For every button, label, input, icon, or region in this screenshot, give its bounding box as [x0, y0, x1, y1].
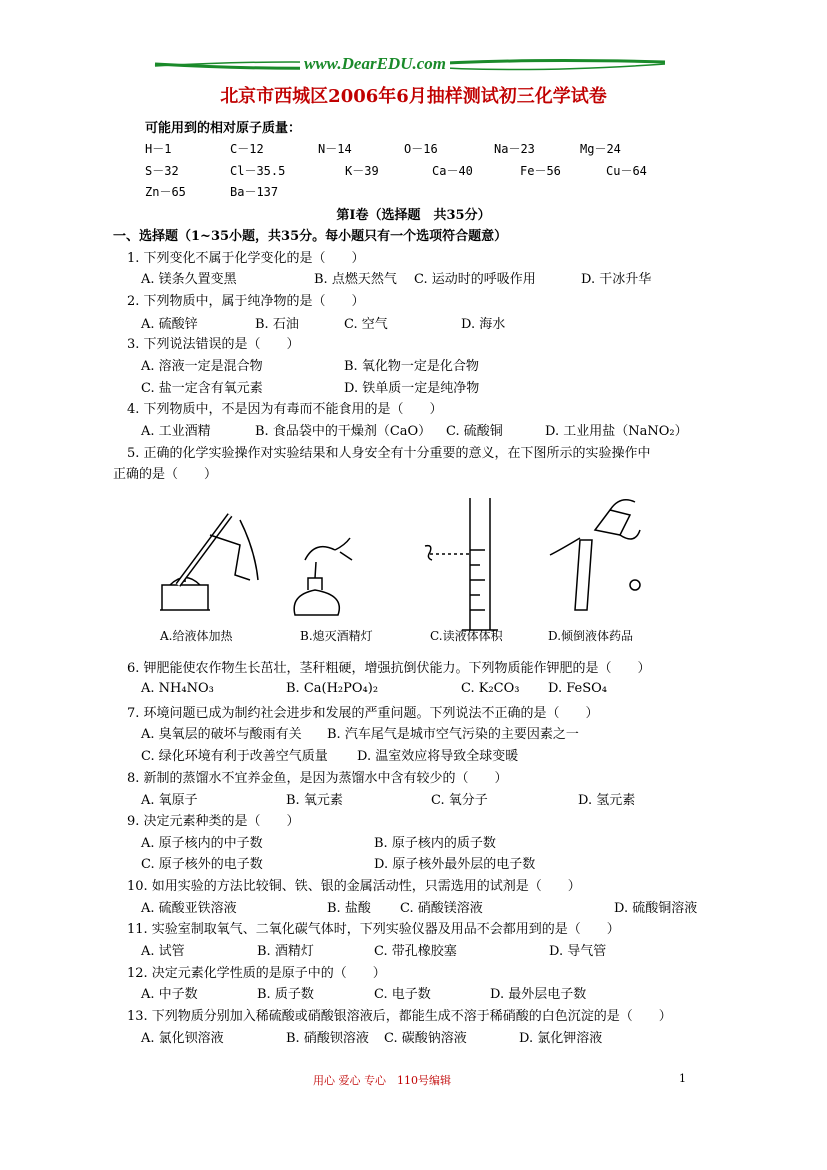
mass-item: K－39 [345, 164, 379, 178]
figure-caption-b: B.熄灭酒精灯 [300, 629, 373, 643]
question-stem: 3. 下列说法错误的是（ ） [127, 337, 300, 352]
option: B. 酒精灯 [257, 944, 314, 959]
option: C. 硝酸镁溶液 [400, 901, 483, 916]
option: B. 石油 [255, 317, 299, 332]
mass-item: Na－23 [494, 142, 535, 156]
option: D. 海水 [461, 317, 506, 332]
section-heading: 第Ⅰ卷（选择题 共35分） [336, 208, 491, 223]
mass-item: Cu－64 [606, 164, 647, 178]
option: A. 硫酸亚铁溶液 [141, 901, 237, 916]
question-stem: 6. 钾肥能使农作物生长茁壮，茎秆粗硬，增强抗倒伏能力。下列物质能作钾肥的是（ ） [127, 661, 651, 676]
option: D. 原子核外最外层的电子数 [374, 857, 536, 872]
option: C. 运动时的呼吸作用 [414, 272, 536, 287]
figure-caption-a: A.给液体加热 [160, 629, 233, 643]
option: D. 硫酸铜溶液 [614, 901, 698, 916]
footer-text: 用心 爱心 专心 110号编辑 [313, 1074, 451, 1087]
option: B. 食品袋中的干燥剂（CaO） [255, 424, 432, 439]
question-stem: 7. 环境问题已成为制约社会进步和发展的严重问题。下列说法不正确的是（ ） [127, 706, 599, 721]
option: B. 盐酸 [327, 901, 371, 916]
mass-item: Ba－137 [230, 185, 279, 199]
option: C. 原子核外的电子数 [141, 857, 263, 872]
question-stem: 10. 如用实验的方法比较铜、铁、银的金属活动性，只需选用的试剂是（ ） [127, 879, 581, 894]
option: A. 试管 [141, 944, 185, 959]
question-stem: 5. 正确的化学实验操作对实验结果和人身安全有十分重要的意义，在下图所示的实验操作中 [127, 446, 651, 461]
option: C. 盐一定含有氧元素 [141, 381, 263, 396]
question-stem: 9. 决定元素种类的是（ ） [127, 814, 300, 829]
option: A. 镁条久置变黑 [141, 272, 237, 287]
option: C. 空气 [344, 317, 388, 332]
section-instruction: 一、选择题（1~35小题，共35分。每小题只有一个选项符合题意） [113, 229, 508, 244]
mass-item: N－14 [318, 142, 352, 156]
option: A. 溶液一定是混合物 [141, 359, 263, 374]
option: B. 氧元素 [286, 793, 343, 808]
mass-item: Fe－56 [520, 164, 561, 178]
option: D. 最外层电子数 [490, 987, 587, 1002]
page-title: 北京市西城区2006年6月抽样测试初三化学试卷 [220, 86, 607, 107]
option: B. 点燃天然气 [314, 272, 397, 287]
option: C. 氧分子 [431, 793, 488, 808]
option: B. 质子数 [257, 987, 314, 1002]
option: C. 绿化环境有利于改善空气质量 [141, 749, 328, 764]
option: A. 原子核内的中子数 [141, 836, 263, 851]
figure-caption-d: D.倾倒液体药品 [548, 629, 634, 643]
option: A. NH₄NO₃ [141, 681, 214, 696]
page-number: 1 [679, 1072, 686, 1085]
question-stem: 11. 实验室制取氧气、二氧化碳气体时，下列实验仪器及用品不会都用到的是（ ） [127, 922, 620, 937]
option: C. 硫酸铜 [446, 424, 503, 439]
question-stem: 12. 决定元素化学性质的是原子中的（ ） [127, 966, 386, 981]
mass-item: O－16 [404, 142, 438, 156]
option: B. 原子核内的质子数 [374, 836, 496, 851]
option: D. 工业用盐（NaNO₂） [545, 424, 688, 439]
site-url: www.DearEDU.com [300, 54, 450, 74]
option: D. 干冰升华 [581, 272, 652, 287]
mass-item: Zn－65 [145, 185, 186, 199]
question-stem: 8. 新制的蒸馏水不宜养金鱼，是因为蒸馏水中含有较少的（ ） [127, 771, 508, 786]
option: D. 氢元素 [578, 793, 636, 808]
option: A. 中子数 [141, 987, 198, 1002]
option: B. Ca(H₂PO₄)₂ [286, 681, 379, 696]
question-stem: 2. 下列物质中，属于纯净物的是（ ） [127, 294, 365, 309]
option: C. K₂CO₃ [461, 681, 520, 696]
mass-item: Mg－24 [580, 142, 621, 156]
graduated-cylinder-illustration [425, 498, 498, 630]
option: D. 温室效应将导致全球变暖 [357, 749, 519, 764]
option: C. 电子数 [374, 987, 431, 1002]
lab-operations-figure [140, 490, 680, 650]
figure-caption-c: C.读液体体积 [430, 629, 503, 643]
question-stem-cont: 正确的是（ ） [113, 467, 218, 482]
option: B. 汽车尾气是城市空气污染的主要因素之一 [327, 727, 579, 742]
mass-item: Cl－35.5 [230, 164, 286, 178]
option: A. 臭氧层的破坏与酸雨有关 [141, 727, 302, 742]
option: A. 硫酸锌 [141, 317, 198, 332]
atomic-mass-label: 可能用到的相对原子质量： [145, 121, 302, 136]
mass-item: S－32 [145, 164, 179, 178]
option: C. 碳酸钠溶液 [384, 1031, 467, 1046]
option: A. 氧原子 [141, 793, 198, 808]
pouring-liquid-illustration [550, 500, 640, 610]
option: D. FeSO₄ [548, 681, 608, 696]
option: A. 氯化钡溶液 [141, 1031, 224, 1046]
option: D. 氯化钾溶液 [519, 1031, 603, 1046]
mass-item: Ca－40 [432, 164, 473, 178]
option: C. 带孔橡胶塞 [374, 944, 457, 959]
option: B. 氧化物一定是化合物 [344, 359, 479, 374]
question-stem: 13. 下列物质分别加入稀硫酸或硝酸银溶液后，都能生成不溶于稀硝酸的白色沉淀的是（ ） [127, 1009, 672, 1024]
mass-item: H－1 [145, 142, 172, 156]
question-stem: 1. 下列变化不属于化学变化的是（ ） [127, 251, 365, 266]
mass-item: C－12 [230, 142, 264, 156]
option: B. 硝酸钡溶液 [286, 1031, 369, 1046]
option: D. 导气管 [549, 944, 607, 959]
option: D. 铁单质一定是纯净物 [344, 381, 480, 396]
heating-liquid-illustration [160, 515, 258, 610]
question-stem: 4. 下列物质中，不是因为有毒而不能食用的是（ ） [127, 402, 443, 417]
alcohol-lamp-illustration [294, 538, 352, 615]
option: A. 工业酒精 [141, 424, 211, 439]
